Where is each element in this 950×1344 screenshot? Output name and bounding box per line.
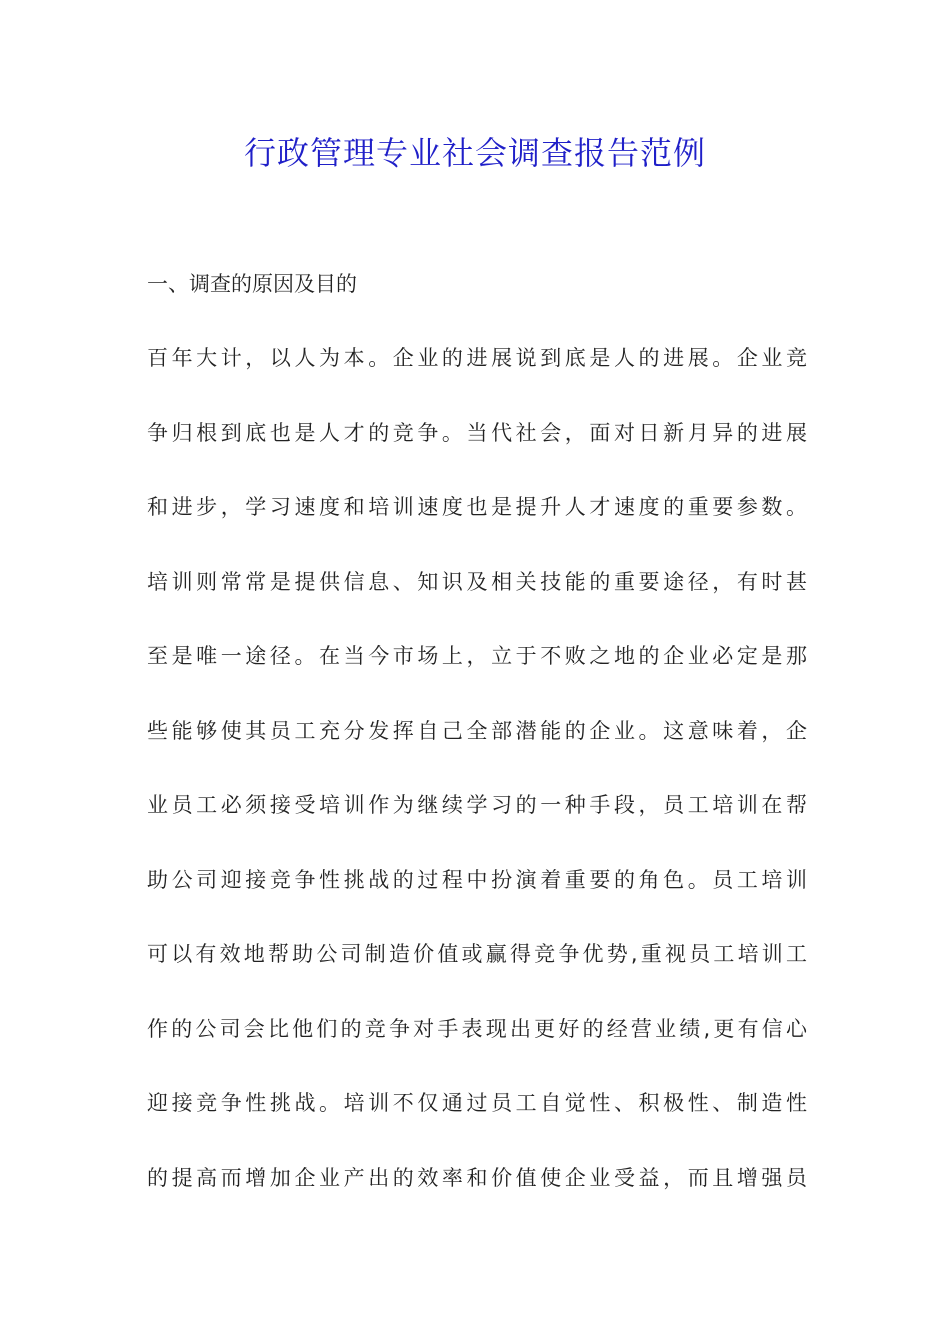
body-line: 和进步，学习速度和培训速度也是提升人才速度的重要参数。 <box>147 495 807 519</box>
body-line: 可以有效地帮助公司制造价值或赢得竞争优势,重视员工培训工 <box>147 942 807 966</box>
body-line: 助公司迎接竞争性挑战的过程中扮演着重要的角色。员工培训 <box>147 867 807 892</box>
body-line: 些能够使其员工充分发挥自己全部潜能的企业。这意味着，企 <box>147 718 807 743</box>
body-line: 作的公司会比他们的竞争对手表现出更好的经营业绩,更有信心 <box>147 1016 807 1041</box>
body-line: 业员工必须接受培训作为继续学习的一种手段，员工培训在帮 <box>147 793 807 817</box>
body-line: 迎接竞争性挑战。培训不仅通过员工自觉性、积极性、制造性 <box>147 1091 807 1115</box>
document-title: 行政管理专业社会调查报告范例 <box>243 134 706 172</box>
body-line: 百年大计，以人为本。企业的进展说到底是人的进展。企业竞 <box>147 346 807 370</box>
body-line: 争归根到底也是人才的竞争。当代社会，面对日新月异的进展 <box>147 420 807 445</box>
body-line: 至是唯一途径。在当今市场上，立于不败之地的企业必定是那 <box>147 644 807 668</box>
body-line: 培训则常常是提供信息、知识及相关技能的重要途径，有时甚 <box>147 569 807 594</box>
body-line: 的提高而增加企业产出的效率和价值使企业受益，而且增强员 <box>147 1165 807 1190</box>
body-text <box>147 342 807 1236</box>
section-heading: 一、调查的原因及目的 <box>147 272 357 296</box>
